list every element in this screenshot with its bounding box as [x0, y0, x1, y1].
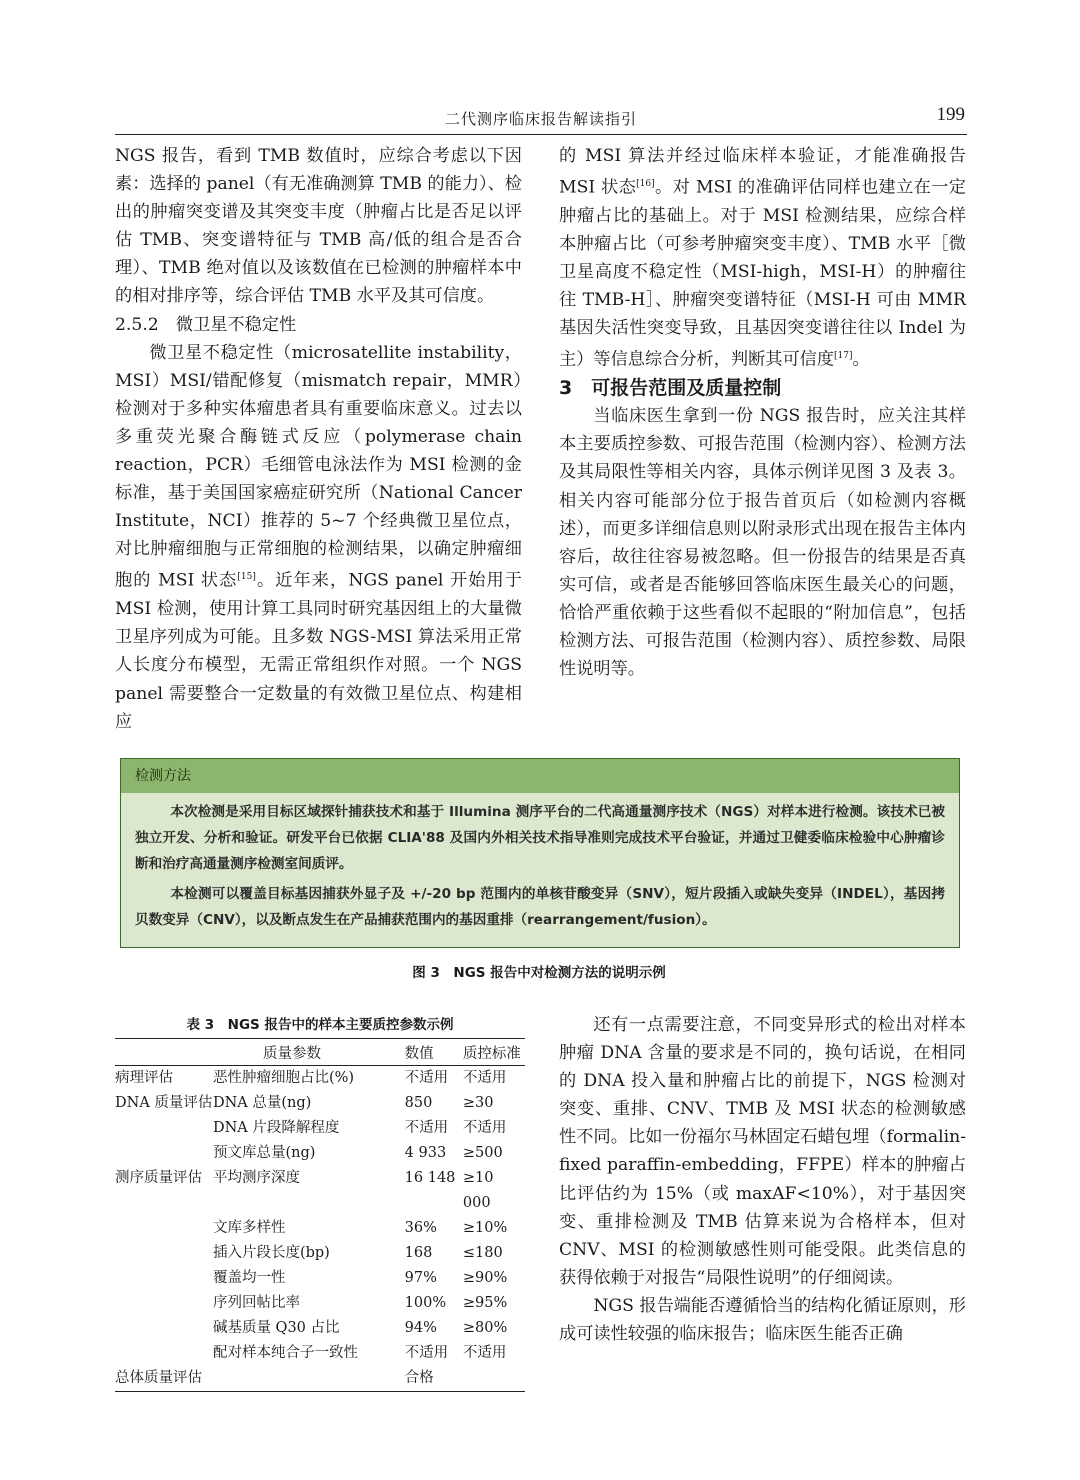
table-cell: 病理评估 [115, 1070, 173, 1086]
table-cell [115, 1216, 213, 1241]
table-cell [115, 1116, 213, 1141]
paragraph-text: 。对 MSI 的准确评估同样也建立在一定肿瘤占比的基础上。对于 MSI 检测结果，应综合样本肿瘤占比（可参考肿瘤突变丰度）、TMB 水平［微卫星高度不稳定性（MSI-high，MSI-H）的肿瘤往往 TMB-H］、肿瘤突变谱特征（MSI-H 可由 MMR 基因失活性突变导致，且基因突变谱往往以 Indel 为主）等信息综合分析，判断其可信度 [559, 177, 966, 371]
figure-caption: 图 3 NGS 报告中对检测方法的说明示例 [412, 965, 666, 981]
table-row [115, 1116, 525, 1141]
table-cell: ≤180 [462, 1245, 503, 1261]
table-cell: ≥80% [462, 1320, 508, 1336]
method-box-body [121, 793, 959, 933]
table-cell: 文库多样性 [212, 1220, 286, 1236]
table-cell [115, 1316, 213, 1341]
table-row [115, 1291, 525, 1316]
table-cell: 不适用 [462, 1120, 507, 1136]
table-body [115, 1066, 525, 1392]
table-cell: ≥500 [462, 1145, 503, 1161]
table-row [115, 1241, 525, 1266]
table-cell: 168 [404, 1245, 433, 1261]
table-3 [115, 1038, 525, 1392]
table-cell: ≥90% [462, 1270, 508, 1286]
table-row [115, 1266, 525, 1291]
table-row [115, 1091, 525, 1116]
table-cell: 不适用 [404, 1070, 449, 1086]
table-cell: 预文库总量(ng) [212, 1145, 316, 1161]
running-title: 二代测序临床报告解读指引 [444, 110, 637, 128]
table-header-row [115, 1039, 525, 1066]
table-row [115, 1316, 525, 1341]
table-cell [115, 1266, 213, 1291]
table-header-cell: 质量参数 [213, 1039, 405, 1066]
paragraph: NGS 报告端能否遵循恰当的结构化循证原则，形成可读性较强的临床报告；临床医生能否正确 [559, 1295, 966, 1345]
table-cell [115, 1291, 213, 1316]
table-cell: 100% [404, 1295, 447, 1311]
paragraph-text: 。 [852, 350, 870, 371]
table-cell: 不适用 [404, 1120, 449, 1136]
table-cell: 16 148 [404, 1170, 456, 1186]
table-cell: 4 933 [404, 1145, 447, 1161]
paragraph: 还有一点需要注意，不同变异形式的检出对样本肿瘤 DNA 含量的要求是不同的，换句话说，在相同的 DNA 投入量和肿瘤占比的前提下，NGS 检测对突变、重排、CNV、TMB 及 MSI 状态的检测敏感性不同。比如一份福尔马林固定石蜡包埋（formalin-fixed paraffin-embedding，FFPE）样本的肿瘤占比评估约为 15%（或 maxAF<10%），对于基因突变、重排检测及 TMB 估算来说为合格样本，但对 CNV、MSI 的检测敏感性则可能受限。此类信息的获得依赖于对报告“局限性说明”的仔细阅读。 [559, 1015, 966, 1288]
page-number: 199 [936, 104, 965, 125]
method-paragraph: 本检测可以覆盖目标基因捕获外显子及 +/-20 bp 范围内的单核苷酸变异（SNV），短片段插入或缺失变异（INDEL），基因拷贝数变异（CNV），以及断点发生在产品捕获范围内的基因重排（rearrangement/fusion）。 [135, 886, 945, 928]
section-heading-3: 3 可报告范围及质量控制 [559, 377, 782, 400]
table-cell: DNA 质量评估 [115, 1095, 213, 1111]
table-row [115, 1141, 525, 1166]
table-cell: ≥10% [462, 1220, 508, 1236]
table-cell: 序列回帖比率 [212, 1295, 300, 1311]
table-row [115, 1066, 525, 1092]
paragraph-text: 的 MSI 算法并经过临床样本验证，才能准确报告 MSI 状态 [559, 146, 966, 198]
reference-citation: [16] [636, 179, 655, 190]
table-cell: 94% [404, 1320, 437, 1336]
paragraph-text: 。近年来，NGS panel 开始用于 MSI 检测，使用计算工具同时研究基因组上的大量微卫星序列成为可能。且多数 NGS-MSI 算法采用正常人长度分布模型，无需正常组织作对照。一个 NGS panel 需要整合一定数量的有效微卫星位点、构建相应 [115, 571, 522, 732]
table-row [115, 1341, 525, 1366]
figure-3-method-box [120, 758, 960, 948]
table-cell: 配对样本纯合子一致性 [212, 1345, 358, 1361]
table-cell: 不适用 [462, 1070, 507, 1086]
paragraph: 当临床医生拿到一份 NGS 报告时，应关注其样本主要质控参数、可报告范围（检测内容）、检测方法及其局限性等相关内容，具体示例详见图 3 及表 3。相关内容可能部分位于报告首页后（如检测内容概述），而更多详细信息则以附录形式出现在报告主体内容后，故往往容易被忽略。但一份报告的结果是否真实可信，或者是否能够回答临床医生最关心的问题，恰恰严重依赖于这些看似不起眼的“附加信息”，包括检测方法、可报告范围（检测内容）、质控参数、局限性说明等。 [559, 406, 966, 680]
right-column [559, 142, 966, 683]
table-cell [115, 1341, 213, 1366]
table-cell [115, 1241, 213, 1266]
table-cell: ≥30 [462, 1095, 494, 1111]
right-column-lower [559, 1011, 966, 1348]
table-cell: 850 [404, 1095, 433, 1111]
method-paragraph: 本次检测是采用目标区域探针捕获技术和基于 Illumina 测序平台的二代高通量测序技术（NGS）对样本进行检测。该技术已被独立开发、分析和验证。研发平台已依据 CLIA'88 及国内外相关技术指导准则完成技术平台验证，并通过卫健委临床检验中心肿瘤诊断和治疗高通量测序检测室间质评。 [135, 804, 945, 872]
table-header-cell [115, 1039, 213, 1066]
table-cell: 恶性肿瘤细胞占比(%) [212, 1070, 355, 1086]
reference-citation: [17] [834, 351, 853, 362]
table-cell: ≥10 000 [462, 1170, 494, 1211]
paragraph-text: 微卫星不稳定性（microsatellite instability，MSI）MSI/错配修复（mismatch repair，MMR）检测对于多种实体瘤患者具有重要临床意义。过去以多重荧光聚合酶链式反应（polymerase chain reaction，PCR）毛细管电泳法作为 MSI 检测的金标准，基于美国国家癌症研究所（National Cancer Institute，NCI）推荐的 5~7 个经典微卫星位点，对比肿瘤细胞与正常细胞的检测结果，以确定肿瘤细胞的 MSI 状态 [115, 342, 522, 592]
table-cell: DNA 片段降解程度 [212, 1120, 340, 1136]
qc-table [115, 1038, 525, 1392]
table-cell: 36% [404, 1220, 437, 1236]
paragraph: NGS 报告，看到 TMB 数值时，应综合考虑以下因素：选择的 panel（有无准确测算 TMB 的能力）、检出的肿瘤突变谱及其突变丰度（肿瘤占比是否足以评估 TMB、突变谱特征与 TMB 高/低的组合是否合理）、TMB 绝对值以及该数值在已检测的肿瘤样本中的相对排序等，综合评估 TMB 水平及其可信度。 [115, 146, 522, 307]
table-row [115, 1216, 525, 1241]
table-row [115, 1166, 525, 1216]
table-cell: 覆盖均一性 [212, 1270, 286, 1286]
reference-citation: [15] [237, 572, 256, 583]
table-cell [115, 1141, 213, 1166]
method-box-title: 检测方法 [121, 759, 959, 793]
table-cell: 97% [404, 1270, 437, 1286]
table-cell: 不适用 [404, 1345, 449, 1361]
table-caption: 表 3 NGS 报告中的样本主要质控参数示例 [186, 1017, 454, 1033]
running-header [115, 104, 967, 135]
table-header-cell: 数值 [405, 1039, 463, 1066]
table-cell: 合格 [405, 1366, 463, 1392]
paragraph [559, 142, 966, 374]
table-cell: 平均测序深度 [212, 1170, 300, 1186]
table-cell: 不适用 [462, 1345, 507, 1361]
table-cell: 碱基质量 Q30 占比 [212, 1320, 340, 1336]
table-cell: 测序质量评估 [115, 1170, 202, 1186]
table-cell: DNA 总量(ng) [212, 1095, 312, 1111]
left-column [115, 142, 522, 736]
table-cell [213, 1366, 405, 1392]
table-cell: ≥95% [462, 1295, 508, 1311]
paragraph [115, 339, 522, 736]
table-row [115, 1366, 525, 1392]
table-cell: 总体质量评估 [115, 1366, 213, 1392]
table-cell [463, 1366, 525, 1392]
table-cell: 插入片段长度(bp) [212, 1245, 330, 1261]
section-heading-2-5-2: 2.5.2 微卫星不稳定性 [115, 314, 297, 335]
table-header-cell: 质控标准 [463, 1039, 525, 1066]
